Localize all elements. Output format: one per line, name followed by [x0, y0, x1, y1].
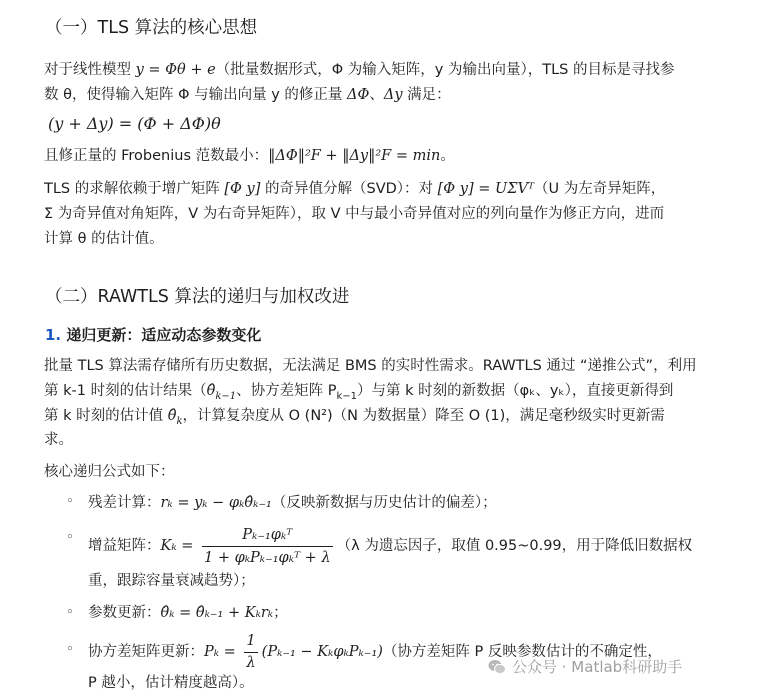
- gain-matrix-item: 增益矩阵：Kₖ = $\frac{\text{Pₖ₋₁φₖᵀ}}{\text{1 + φₖPₖ₋₁φₖᵀ + λ}}$ （λ 为遗忘因子，取值 0.95~0.99，用于降低旧数据权: [88, 526, 693, 566]
- s1-paragraph-svd-line-1: TLS 的求解依赖于增广矩阵 [Φ y] 的奇异值分解（SVD）：对 [Φ y] = UΣVᵀ（U 为左奇异矩阵，: [44, 181, 666, 197]
- gain-matrix-note-line-2: 重，跟踪容量衰减趋势）；: [88, 573, 255, 589]
- svd-formula: [Φ y] = UΣVᵀ: [437, 181, 535, 197]
- s2-paragraph-line-1: 批量 TLS 算法需存储所有历史数据，无法满足 BMS 的实时性需求。RAWTLS 通过 “递推公式”，利用: [44, 358, 697, 374]
- s1-paragraph-frobenius: 且修正量的 Frobenius 范数最小：‖ΔΦ‖²F + ‖Δy‖²F = min。: [44, 148, 455, 164]
- tls-constraint-equation: (y + Δy) = (Φ + ΔΦ)θ: [48, 114, 221, 133]
- s2-paragraph-line-3: 第 k 时刻的估计值 $\thetâ_k$，计算复杂度从 O (N²)（N 为数据量）降至 O (1)，满足毫秒级实时更新需: [44, 408, 665, 427]
- covariance-update-item: 协方差矩阵更新：Pₖ = $\frac{1}{\lambda}$ (Pₖ₋₁ − KₖφₖPₖ₋₁)（协方差矩阵 P 反映参数估计的不确定性，: [88, 632, 662, 671]
- s1-paragraph-line-1: 对于线性模型 y = Φθ + e（批量数据形式，Φ 为输入矩阵，y 为输出向量），TLS 的目标是寻找参: [44, 62, 675, 78]
- bullet-marker: ◦: [66, 530, 74, 545]
- s1-paragraph-line-2: 数 θ，使得输入矩阵 Φ 与输出向量 y 的修正量 ΔΦ、Δy 满足：: [44, 87, 451, 103]
- residual-formula-item: 残差计算：rₖ = yₖ − φₖθ̂ₖ₋₁（反映新数据与历史估计的偏差）；: [88, 495, 497, 511]
- parameter-update-item: 参数更新：θ̂ₖ = θ̂ₖ₋₁ + Kₖrₖ；: [88, 605, 288, 621]
- wechat-icon: [488, 659, 506, 675]
- bullet-marker: ◦: [66, 605, 74, 620]
- bullet-marker: ◦: [66, 642, 74, 657]
- delta-y-symbol: Δy: [383, 87, 403, 103]
- linear-model-formula: y = Φθ + e: [135, 62, 216, 78]
- covariance-fraction: $\frac{1}{\lambda}$: [246, 632, 256, 671]
- residual-formula: rₖ = yₖ − φₖθ̂ₖ₋₁: [160, 495, 272, 511]
- watermark: 公众号 · Matlab科研助手: [488, 656, 682, 677]
- gain-matrix-fraction: $\frac{\text{Pₖ₋₁φₖᵀ}}{\text{1 + φₖPₖ₋₁φₖᵀ + λ}}$: [204, 526, 331, 566]
- covariance-note-line-2: P 越小，估计精度越高）。: [88, 675, 254, 691]
- section-1-heading: （一）TLS 算法的核心思想: [45, 18, 258, 38]
- s1-paragraph-svd-line-2: Σ 为奇异值对角矩阵，V 为右奇异矩阵），取 V 中与最小奇异值对应的列向量作为修正方向，进而: [44, 206, 665, 222]
- parameter-update-formula: θ̂ₖ = θ̂ₖ₋₁ + Kₖrₖ: [160, 605, 274, 621]
- s2-paragraph-line-2: 第 k-1 时刻的估计结果（$\thetâ_{k-1}$、协方差矩阵 $P_{k-1}$）与第 k 时刻的新数据（φₖ、yₖ），直接更新得到: [44, 383, 674, 402]
- s2-formula-intro: 核心递归公式如下：: [44, 464, 175, 480]
- section-2-heading: （二）RAWTLS 算法的递归与加权改进: [45, 287, 350, 307]
- s2-paragraph-line-4: 求。: [44, 432, 73, 448]
- delta-phi-symbol: ΔΦ: [347, 87, 370, 103]
- s1-paragraph-svd-line-3: 计算 θ 的估计值。: [44, 231, 164, 247]
- frobenius-norm-formula: ‖ΔΦ‖²F + ‖Δy‖²F = min: [268, 148, 441, 164]
- subsection-1-heading: 1. 递归更新：适应动态参数变化: [45, 326, 262, 344]
- bullet-marker: ◦: [66, 494, 74, 509]
